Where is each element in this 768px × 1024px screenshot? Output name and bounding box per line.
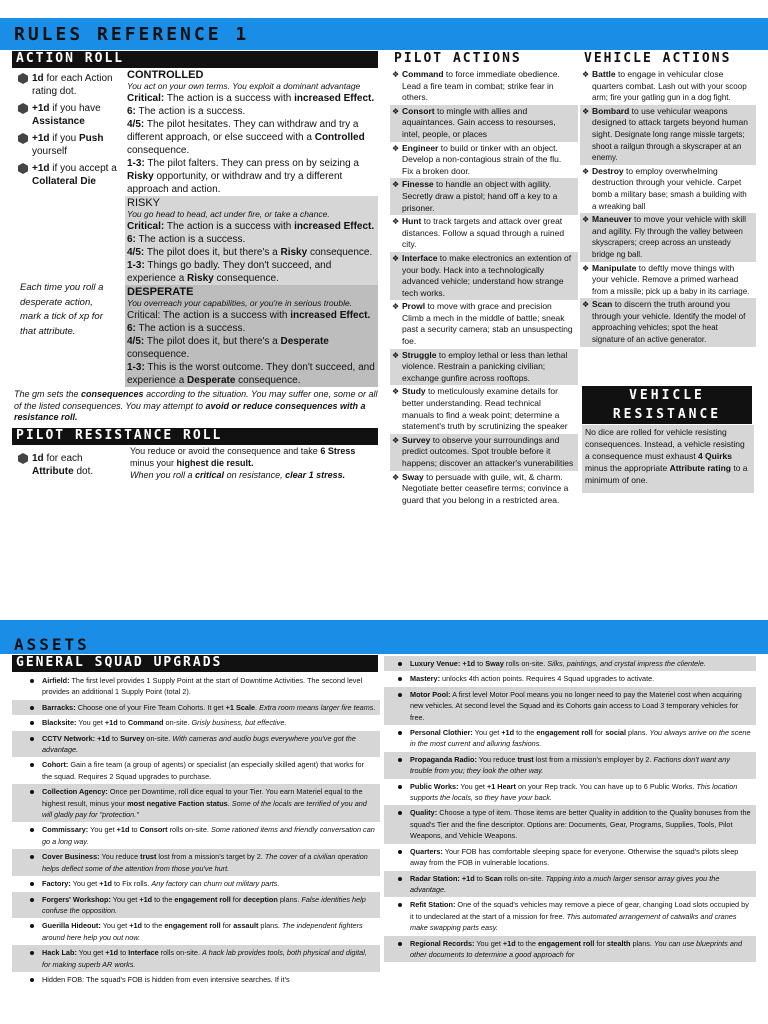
assets-bar [0, 620, 768, 654]
vehicle-action-battle: ❖ Battle to engage in vehicular close quarters combat. Lash out with your scoop arm; fire your gatling gun in a dog fight. [582, 69, 747, 103]
bullet-icon: ❖ [392, 143, 400, 153]
upgrade-item: Motor Pool: A first level Motor Pool means you no longer need to pay the Materiel cost when acquiring new vehicles. At second level the Squad and its Cohorts gain access to Load 3 temporary vehicles for free. [384, 687, 756, 725]
risky-partial: 4/5: The pilot does it, but there's a Risky consequence. [127, 247, 373, 258]
die-icon [18, 453, 28, 464]
controlled-six: 6: The action is a success. [127, 106, 246, 117]
desperate-six: 6: The action is a success. [127, 323, 246, 334]
dice-rule: +1d if you have Assistance [18, 102, 122, 128]
upgrade-item: Refit Station: One of the squad's vehicles may remove a piece of gear, changing Load slots occupied by it to undeclared at the start of a mission for free. This automated arrangement of catwalks and cranes make swapping parts easy. [384, 897, 756, 935]
upgrade-item: Quarters: Your FOB has comfortable sleeping space for everyone. Otherwise the squad's pilots sleep away from the FOB in vulnerable locations. [384, 844, 756, 871]
pilot-action-finesse: ❖ Finesse to handle an object with agility. Secretly draw a pistol; hand off a key to a prisoner. [390, 178, 578, 215]
page-title: RULES REFERENCE 1 [14, 24, 250, 45]
resistance-line-1: You reduce or avoid the consequence and take 6 Stress [130, 446, 356, 456]
bullet-icon [398, 850, 402, 854]
bullet-icon [30, 978, 34, 982]
risky-fail: 1-3: Things go badly. They don't succeed, and experience a Risky consequence. [127, 260, 332, 284]
bullet-icon: ❖ [392, 217, 400, 227]
upgrade-item: Personal Clothier: You get +1d to the engagement roll for social plans. You always arrive on the scene in the most current and alluring fashions. [384, 725, 756, 752]
upgrade-item: Guerilla Hideout: You get +1d to the engagement roll for assault plans. The independent fighters around here help you out now. [12, 918, 380, 945]
upgrade-item: Commissary: You get +1d to Consort rolls on-site. Some rationed items and friendly conversation can go a long way. [12, 822, 380, 849]
bullet-icon [398, 903, 402, 907]
bullet-icon: ❖ [392, 106, 400, 116]
vehicle-action-maneuver: ❖ Maneuver to move your vehicle with skill and agility. Fly through the valley between skyscrapers; creep across an unsteady bridge ng ball. [580, 213, 756, 261]
die-icon [18, 133, 28, 144]
upgrade-item-cut: Hidden FOB: The squad's FOB is hidden from even intensive searches. If it's [12, 972, 380, 987]
bullet-icon [30, 855, 34, 859]
vehicle-actions-header: VEHICLE ACTIONS [580, 51, 754, 68]
resistance-line-3: When you roll a critical on resistance, clear 1 stress. [130, 470, 346, 480]
upgrade-item: Mastery: unlocks 4th action points. Requires 4 Squad upgrades to activate. [384, 671, 756, 686]
die-icon [18, 73, 28, 84]
resistance-dice [18, 452, 122, 482]
dice-rule: +1d if you accept a Collateral Die [18, 162, 122, 188]
pilot-action-hunt: ❖ Hunt to track targets and attack over great distances. Follow a squad through a ruined city. [392, 216, 565, 250]
bullet-icon: ❖ [392, 435, 400, 445]
upgrade-item: Quality: Choose a type of item. Those items are better Quality in addition to the Quality bonuses from the squad's Tier and the fine descriptor. Options are: Documents, Gear, Programs, Supplies, Tools, Pilot Weapons, and Vehicle Weapons. [384, 805, 756, 843]
assets-title: ASSETS [14, 635, 90, 654]
upgrade-item: Cohort: Gain a fire team (a group of agents) or specialist (an especially skilled agent) that works for the squad. Requires 2 Squad upgrades to purchase. [12, 757, 380, 784]
die-icon [18, 103, 28, 114]
pilot-action-engineer: ❖ Engineer to build or tinker with an object. Develop a non-contagious strain of the flu. Fix a broken door. [392, 142, 562, 176]
bullet-icon: ❖ [582, 70, 590, 79]
bullet-icon: ❖ [392, 472, 400, 482]
bullet-icon [398, 942, 402, 946]
vehicle-action-destroy: ❖ Destroy to employ overwhelming destruction through your vehicle. Carpet bomb a military base; smash a building with a wreaking ball [582, 165, 747, 211]
bullet-icon [30, 721, 34, 725]
upgrade-item: Blacksite: You get +1d to Command on-site. Grisly business, but effective. [12, 715, 380, 730]
pilot-action-sway: ❖ Sway to persuade with guile, wit, & charm. Negotiate better ceasefire terms; convince a guard that you belong in a restricted area. [392, 471, 569, 505]
upgrade-item: Luxury Venue: +1d to Sway rolls on-site. Silks, paintings, and crystal impress the clientele. [384, 656, 756, 671]
upgrade-item: Forgers' Workshop: You get +1d to the engagement roll for deception plans. False identities help confuse the opposition. [12, 892, 380, 919]
xp-note: Each time you roll a desperate action, mark a tick of xp for that attribute. [20, 282, 104, 337]
pilot-action-prowl: ❖ Prowl to move with grace and precision Climb a mech in the middle of battle; sneak past a security camera; stab an unsuspecting foe. [392, 301, 573, 347]
vehicle-action-scan: ❖ Scan to discern the truth around you through your vehicle. Identify the model of approaching vehicles; spot the heat signature of an active generator. [580, 298, 756, 346]
bullet-icon [398, 693, 402, 697]
resistance-text [130, 445, 378, 481]
dice-rule: +1d if you Push yourself [18, 132, 122, 158]
risky-critical: Critical: The action is a success with increased Effect. [127, 221, 375, 232]
upgrade-item: Collection Agency: Once per Downtime, roll dice equal to your Tier. You earn Materiel equal to the highest result, minus your most negative Faction status. Some of the locals are terrified of you and will gladly pay for "protection." [12, 784, 380, 822]
risky-block [125, 196, 378, 285]
vehicle-actions-list [580, 68, 756, 347]
pilot-action-interface: ❖ Interface to make electronics an extention of your body. Hack into a technologically advanced vehicle; understand how strange tech works. [390, 252, 578, 300]
bullet-icon [30, 737, 34, 741]
controlled-fail: 1-3: The pilot falters. They can press on by seizing a Risky opportunity, or withdraw and try a different approach and action. [127, 158, 359, 195]
pilot-action-command: ❖ Command to force immediate obedience. Lead a fire team in combat; strike fear in others. [392, 69, 560, 103]
pilot-actions-list [390, 68, 578, 507]
bullet-icon: ❖ [392, 350, 400, 360]
bullet-icon: ❖ [392, 387, 400, 397]
controlled-partial: 4/5: The pilot hesitates. They can withdraw and try a different approach, or else succeed with a Controlled consequence. [127, 119, 365, 156]
vehicle-resistance-header: VEHICLE RESISTANCE [582, 386, 752, 424]
upgrade-item: Regional Records: You get +1d to the engagement roll for stealth plans. You can use blueprints and other documents to determine a good approach for [384, 936, 756, 963]
upgrade-item: Barracks: Choose one of your Fire Team Cohorts. It get +1 Scale. Extra room means larger fire teams. [12, 700, 380, 715]
bullet-icon: ❖ [582, 215, 590, 225]
die-icon [18, 163, 28, 174]
upgrade-item: Propaganda Radio: You reduce trust lost from a mission's employer by 2. Factions don't want any trouble from you; they look the other way. [384, 752, 756, 779]
bullet-icon [30, 679, 34, 683]
bullet-icon [398, 758, 402, 762]
upgrade-item: Hack Lab: You get +1d to Interface rolls on-site. A hack lab provides tools, both physical and digital, for making superb AR works. [12, 945, 380, 972]
bullet-icon: ❖ [392, 180, 400, 190]
bullet-icon [398, 677, 402, 681]
bullet-icon [30, 828, 34, 832]
upgrade-item: Airfield: The first level provides 1 Supply Point at the start of Downtime Activities. The second level provides an additional 1 Supply Point (total 2). [12, 673, 380, 700]
bullet-icon: ❖ [392, 253, 400, 263]
squad-upgrades-header: GENERAL SQUAD UPGRADS [12, 655, 378, 672]
bullet-icon [30, 882, 34, 886]
bullet-icon [30, 951, 34, 955]
bullet-icon: ❖ [582, 300, 590, 310]
bullet-icon [30, 898, 34, 902]
controlled-block [125, 68, 378, 196]
bullet-icon [398, 877, 402, 881]
controlled-heading: CONTROLLED [127, 69, 204, 81]
desperate-partial: 4/5: The pilot does it, but there's a Desperate consequence. [127, 336, 329, 360]
upgrade-item: Radar Station: +1d to Scan rolls on-site. Tapping into a much larger sensor array gives you the advantage. [384, 871, 756, 898]
vehicle-action-manipulate: ❖ Manipulate to deftly move things with your vehicle. Remove a primed warhead from a missile; pick up a baby in its carriage. [582, 262, 750, 296]
risky-subtitle: You go head to head, act under fire, or take a chance. [127, 209, 330, 219]
risky-heading: RISKY [127, 197, 161, 209]
gm-consequences-note: The gm sets the consequences according to the situation. You may suffer one, some or all of the listed consequences. You may attempt to avoid or reduce consequences with a resistance roll. [14, 389, 378, 422]
bullet-icon [398, 731, 402, 735]
dice-rule: 1d for each Attribute dot. [18, 452, 122, 478]
bullet-icon [398, 811, 402, 815]
bullet-icon: ❖ [582, 166, 590, 176]
bullet-icon [30, 706, 34, 710]
risky-six: 6: The action is a success. [127, 234, 246, 245]
bullet-icon [30, 763, 34, 767]
pilot-action-struggle: ❖ Struggle to employ lethal or less than lethal violence. Restrain a panicking civilian; exchange gunfire across rooftops. [390, 349, 578, 386]
pilot-resistance-header: PILOT RESISTANCE ROLL [12, 428, 378, 445]
dice-rule: 1d for each Action rating dot. [18, 72, 122, 98]
pilot-action-consort: ❖ Consort to mingle with allies and aquaintances. Gain access to resourses, intel, people, or places [390, 105, 578, 142]
bullet-icon: ❖ [392, 70, 400, 79]
upgrades-left-list [12, 673, 380, 987]
bullet-icon: ❖ [582, 263, 590, 273]
desperate-fail: 1-3: This is the worst outcome. They don't succeed, and experience a Desperate consequence. [127, 362, 375, 386]
desperate-subtitle: You overreach your capabilities, or you're in serious trouble. [127, 298, 353, 308]
vehicle-action-bombard: ❖ Bombard to use vehicular weapons designed to attack targets beyond human sight. Designate long range missle targets; shoot a railgun through a skyscraper at an enemy. [580, 105, 756, 165]
controlled-critical: Critical: The action is a success with increased Effect. [127, 93, 375, 104]
desperate-heading: DESPERATE [127, 286, 194, 298]
bullet-icon [398, 785, 402, 789]
vehicle-resistance-text: No dice are rolled for vehicle resisting consequences. Instead, a vehicle resisting a consequence must exhaust 4 Quirks minus the appropriate Attribute rating to a minimum of one. [582, 425, 754, 493]
resistance-line-2: minus your highest die result. [130, 458, 254, 468]
bullet-icon: ❖ [582, 106, 590, 116]
controlled-subtitle: You act on your own terms. You exploit a dominant advantage [127, 81, 361, 91]
upgrade-item: Public Works: You get +1 Heart on your Rep track. You can have up to 6 Public Works. This location supports the locals, so they have your back. [384, 779, 756, 806]
upgrade-item: Cover Business: You reduce trust lost from a mission's target by 2. The cover of a civilian operation helps deflect some of the attention from those you've hurt. [12, 849, 380, 876]
bullet-icon [30, 790, 34, 794]
bullet-icon [30, 924, 34, 928]
desperate-block [125, 285, 378, 387]
pilot-action-study: ❖ Study to meticulously examine details for better understanding. Read technical manuals to find a weak point; determine a statement's truth by scrutinizing the speaker [392, 386, 568, 432]
action-roll-header: ACTION ROLL [12, 51, 378, 68]
upgrade-item: Factory: You get +1d to Fix rolls. Any factory can churn out military parts. [12, 876, 380, 891]
action-dice-list [18, 72, 122, 192]
desperate-critical: Critical: The action is a success with increased Effect. [127, 310, 371, 321]
upgrades-right-list [384, 656, 756, 962]
header-bar [0, 18, 768, 50]
bullet-icon [398, 662, 402, 666]
pilot-actions-header: PILOT ACTIONS [390, 51, 580, 68]
pilot-action-survey: ❖ Survey to observe your surroundings and predict outcomes. Spot trouble before it happens; discover an attacker's vunerabilities [390, 434, 578, 471]
upgrade-item: CCTV Network: +1d to Survey on-site. With cameras and audio bugs everywhere you've got the advantage. [12, 731, 380, 758]
bullet-icon: ❖ [392, 302, 400, 312]
